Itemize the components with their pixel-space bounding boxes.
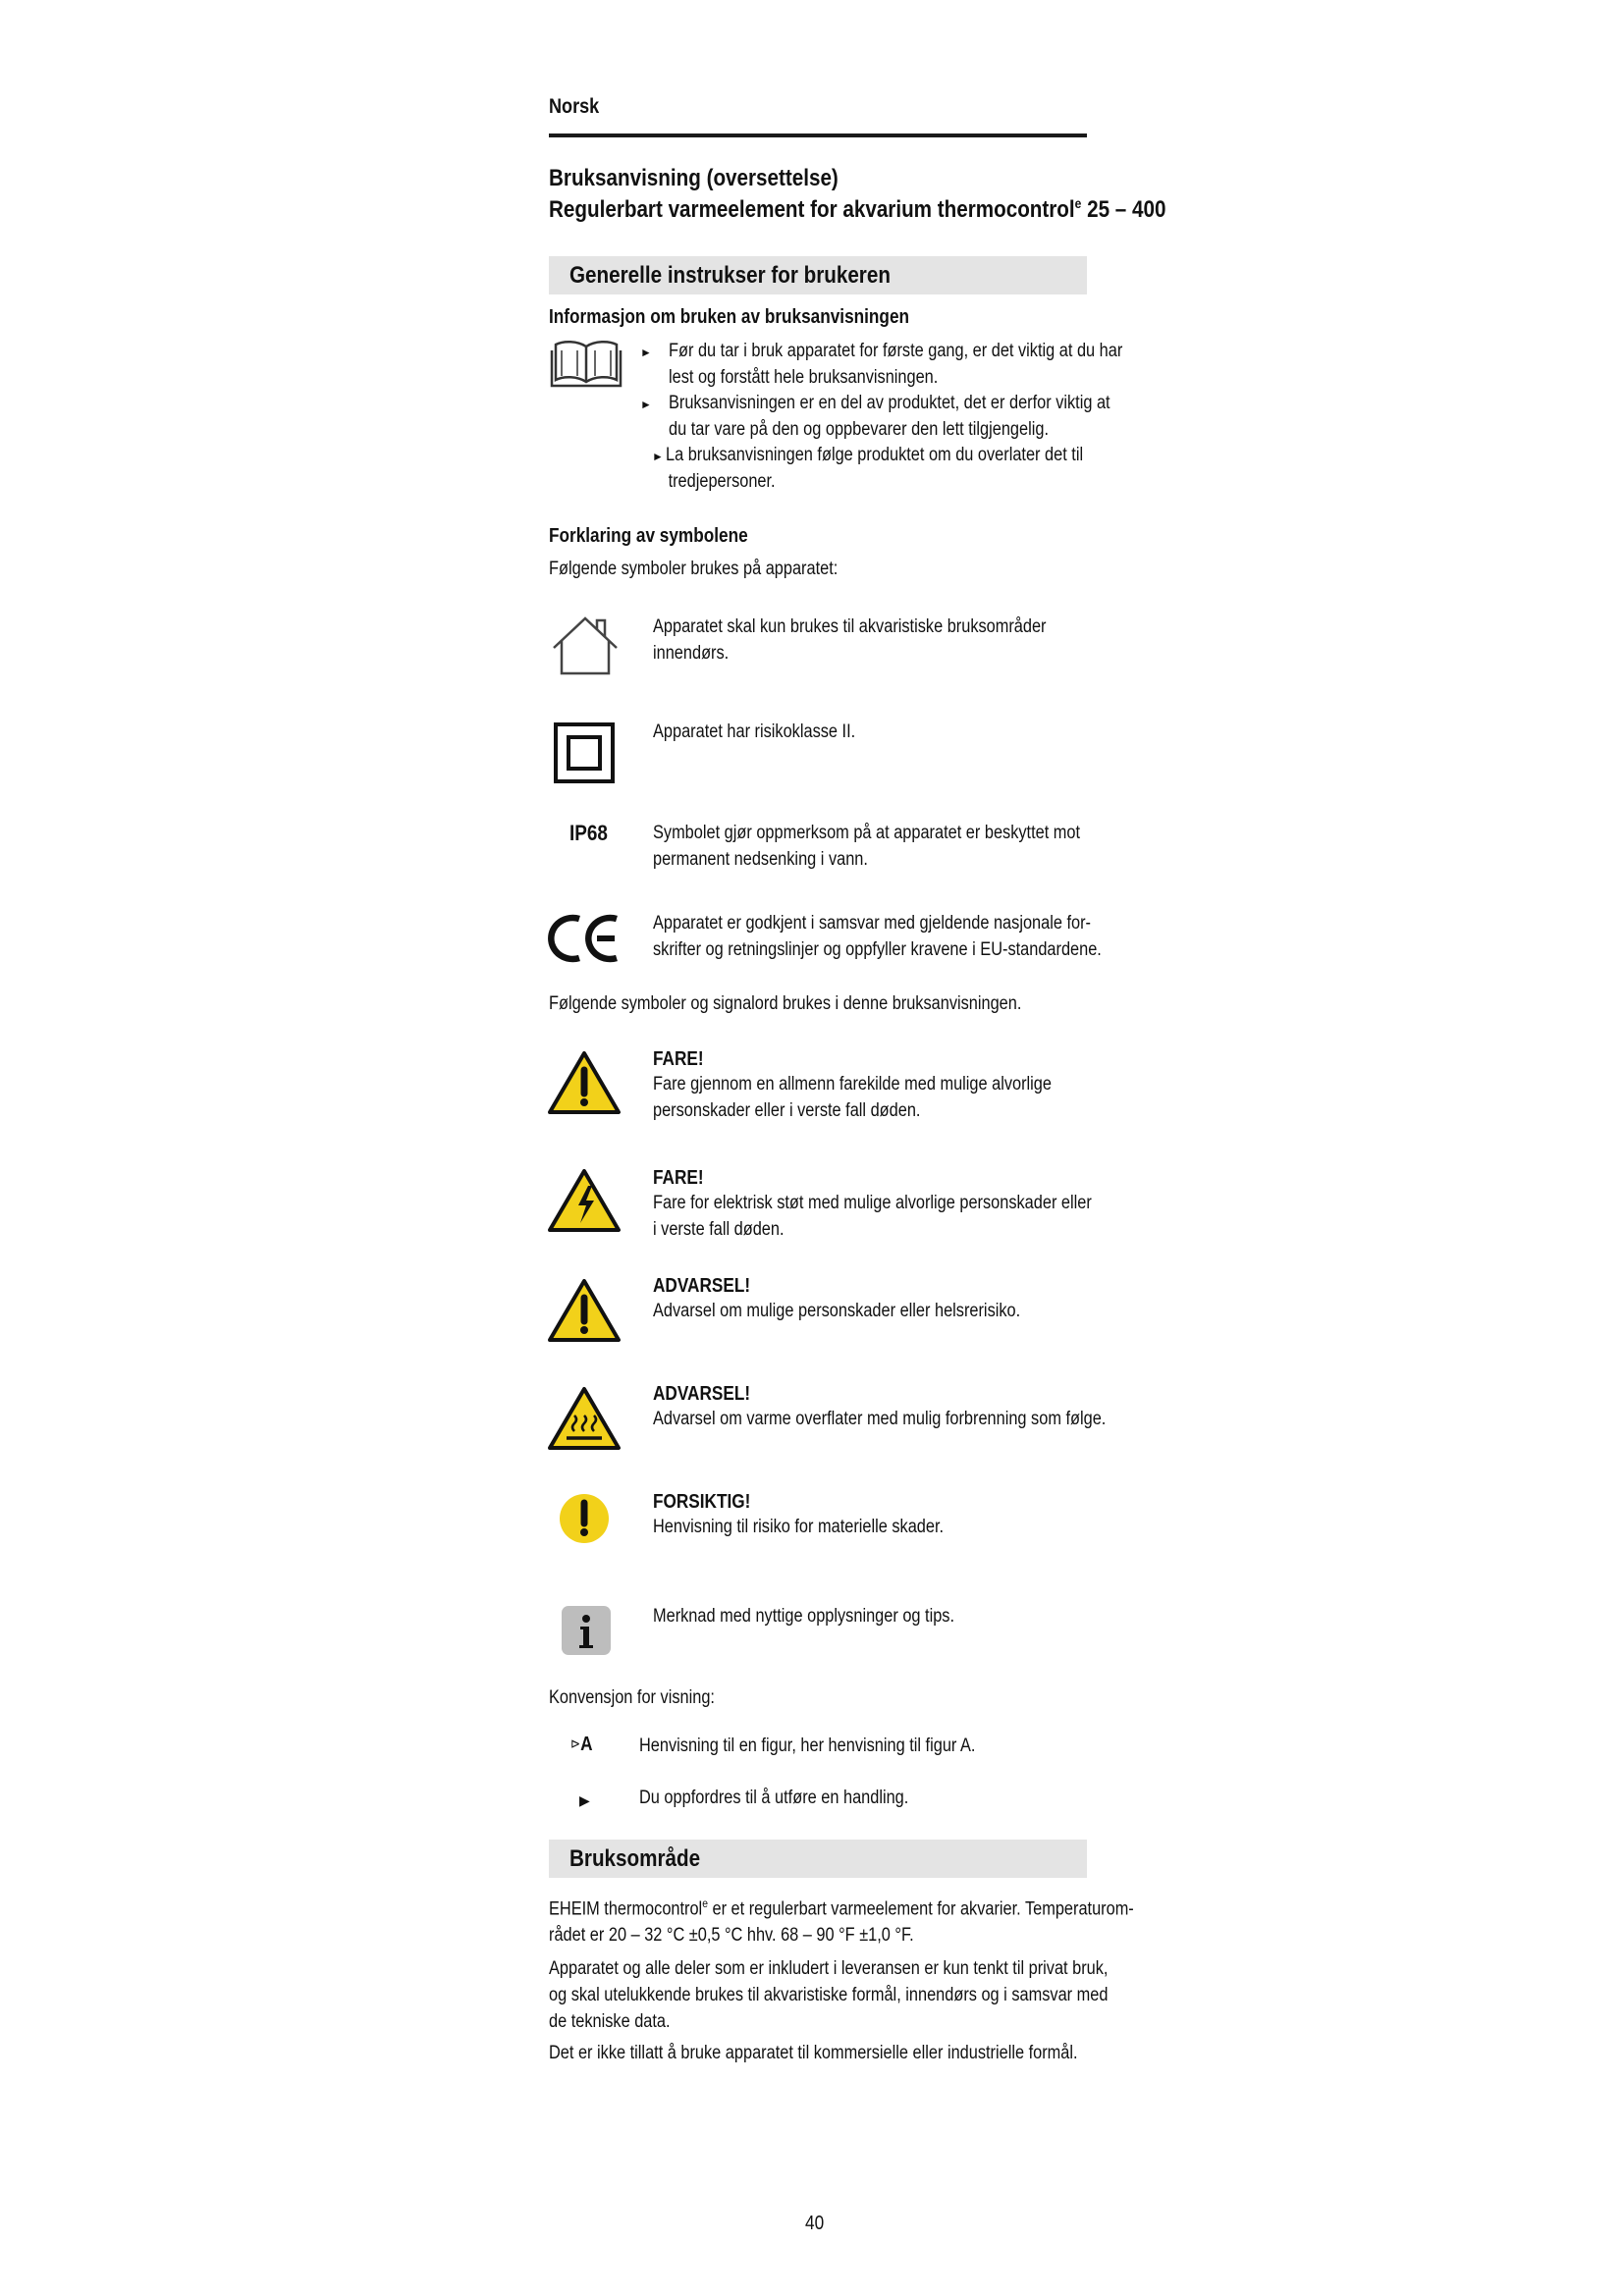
signal-line: i verste fall døden.: [653, 1219, 785, 1240]
bullet-line: Bruksanvisningen er en del av produktet, det er derfor viktig at: [669, 393, 1110, 413]
signal-line: Advarsel om varme overflater med mulig forbrenning som følge.: [653, 1409, 1107, 1429]
signal-line: Fare gjennom en allmenn farekilde med mulige alvorlige: [653, 1074, 1052, 1095]
symbols-heading: Forklaring av symbolene: [549, 525, 748, 547]
info-bullet-2: [669, 390, 1110, 443]
bullet-marker: ►: [652, 450, 664, 463]
signal-word: FORSIKTIG!: [653, 1491, 751, 1513]
usage-line: de tekniske data.: [549, 2011, 671, 2032]
ip68-symbol-text: [653, 820, 1080, 873]
ce-symbol-text: [653, 910, 1102, 963]
symbol-line: innendørs.: [653, 643, 730, 664]
language-label: Norsk: [549, 95, 600, 118]
symbol-line: Symbolet gjør oppmerksom på at apparatet er beskyttet mot: [653, 823, 1081, 843]
subtitle-superscript: e: [1074, 195, 1082, 211]
usage-paragraph-3: Det er ikke tillatt å bruke apparatet til kommersielle eller industrielle formål.: [549, 2043, 1078, 2063]
bullet-marker: ►: [640, 398, 652, 411]
signal-line: Henvisning til risiko for materielle skader.: [653, 1517, 945, 1537]
section-usage-heading-bar: [549, 1840, 1087, 1878]
info-note-text: Merknad med nyttige opplysninger og tips.: [653, 1606, 955, 1627]
figure-ref-icon: [570, 1734, 593, 1756]
warning-triangle-icon: [547, 1278, 622, 1343]
subtitle-text: Regulerbart varmeelement for akvarium thermocontrol: [549, 196, 1075, 223]
symbol-line: Apparatet skal kun brukes til akvaristiske bruksområder: [653, 616, 1047, 637]
warning-hot-block: [653, 1383, 1106, 1432]
figure-ref-glyph: ⊳: [570, 1735, 581, 1751]
signal-word: FARE!: [653, 1048, 704, 1070]
usage-paragraph-2: [549, 1955, 1108, 2035]
bullet-marker: ►: [640, 346, 652, 359]
symbol-line: Apparatet har risikoklasse II.: [653, 721, 856, 742]
usage-line: [549, 1891, 1134, 1922]
caution-block: [653, 1491, 944, 1540]
figure-ref-letter: A: [580, 1734, 593, 1755]
hot-surface-triangle-icon: [547, 1386, 622, 1451]
info-icon: [561, 1605, 612, 1656]
convention-heading: Konvensjon for visning:: [549, 1687, 715, 1708]
page-number: 40: [805, 2213, 825, 2234]
double-square-icon: [553, 721, 616, 784]
warning-injury-block: [653, 1275, 1020, 1324]
header-rule: [549, 133, 1087, 137]
info-bullet-1: [669, 338, 1122, 391]
caution-circle-icon: [558, 1492, 611, 1545]
usage-line: og skal utelukkende brukes til akvaristiske formål, innendørs og i samsvar med: [549, 1985, 1109, 2005]
signal-line: personskader eller i verste fall døden.: [653, 1100, 921, 1121]
signal-word: FARE!: [653, 1167, 704, 1189]
house-icon: [550, 614, 621, 677]
subtitle-model-range: 25 – 400: [1081, 196, 1166, 223]
symbols-intro: Følgende symboler brukes på apparatet:: [549, 559, 839, 579]
electric-shock-triangle-icon: [547, 1168, 622, 1233]
book-icon: [550, 339, 623, 388]
symbol-line: permanent nedsenking i vann.: [653, 849, 868, 870]
warning-triangle-icon: [547, 1050, 622, 1115]
action-text: Du oppfordres til å utføre en handling.: [639, 1788, 909, 1808]
danger-electric-block: [653, 1167, 1092, 1243]
usage-line: Apparatet og alle deler som er inkludert i leveransen er kun tenkt til privat bruk,: [549, 1958, 1109, 1979]
info-heading: Informasjon om bruken av bruksanvisningen: [549, 306, 910, 328]
signal-word: ADVARSEL!: [653, 1383, 751, 1405]
signal-line: Fare for elektrisk støt med mulige alvorlige personskader eller: [653, 1193, 1092, 1213]
usage-line: rådet er 20 – 32 °C ±0,5 °C hhv. 68 – 90 °F ±1,0 °F.: [549, 1925, 914, 1947]
brand-superscript: e: [702, 1896, 708, 1910]
action-arrow-icon: ▶: [579, 1792, 590, 1808]
ce-mark-icon: [548, 911, 623, 966]
symbol-line: skrifter og retningslinjer og oppfyller kravene i EU-standardene.: [653, 939, 1102, 960]
signal-word: ADVARSEL!: [653, 1275, 751, 1297]
bullet-line: La bruksanvisningen følge produktet om du overlater det til: [666, 445, 1084, 465]
class2-symbol-text: [653, 719, 855, 745]
bullet-line: lest og forstått hele bruksanvisningen.: [669, 367, 939, 388]
bullet-line: Før du tar i bruk apparatet for første gang, er det viktig at du har: [669, 341, 1123, 361]
section-usage-heading: Bruksområde: [569, 1845, 701, 1872]
section-general-heading: Generelle instrukser for brukeren: [569, 262, 891, 289]
symbol-line: Apparatet er godkjent i samsvar med gjeldende nasjonale for-: [653, 913, 1091, 934]
signal-intro: Følgende symboler og signalord brukes i denne bruksanvisningen.: [549, 993, 1022, 1014]
bullet-line: du tar vare på den og oppbevarer den lett tilgjengelig.: [669, 419, 1049, 440]
signal-line: Advarsel om mulige personskader eller helsrerisiko.: [653, 1301, 1021, 1321]
figure-ref-text: Henvisning til en figur, her henvisning til figur A.: [639, 1735, 976, 1756]
usage-line-rest: er et regulerbart varmeelement for akvarier. Temperaturom-: [707, 1898, 1134, 1920]
document-subtitle: [549, 195, 1165, 224]
brand-name: EHEIM thermocontrol: [549, 1898, 703, 1920]
section-general-heading-bar: [549, 256, 1087, 294]
bullet-line: tredjepersoner.: [668, 471, 776, 492]
danger-general-block: [653, 1048, 1052, 1124]
ip68-mark: IP68: [569, 821, 608, 845]
document-title: Bruksanvisning (oversettelse): [549, 165, 839, 191]
usage-paragraph-1: [549, 1891, 1134, 1949]
house-symbol-text: [653, 614, 1047, 667]
info-bullet-3: [666, 442, 1083, 495]
